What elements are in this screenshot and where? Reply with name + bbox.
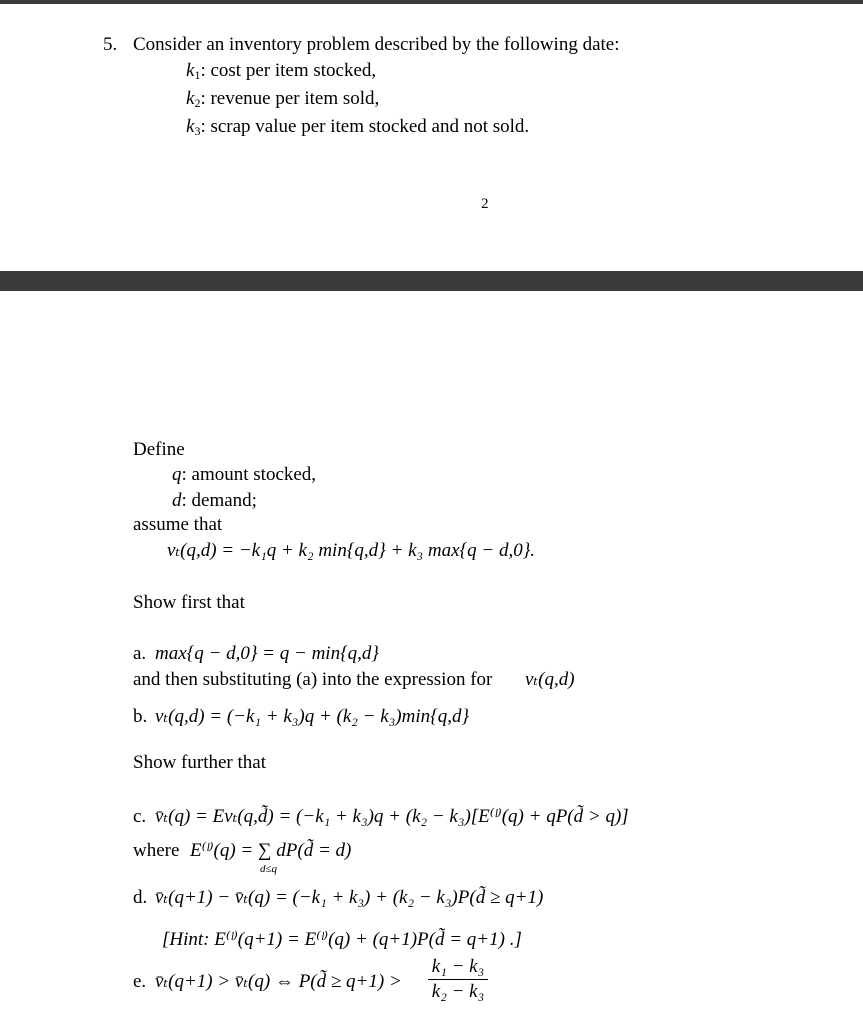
e-numerator: k₁ − k₃ <box>431 956 485 977</box>
show-first-label: Show first that <box>133 592 245 613</box>
d-label: d. <box>133 887 148 908</box>
q-definition: q: amount stocked, <box>172 464 317 485</box>
problem-intro: Consider an inventory problem described by the following date: <box>133 34 620 55</box>
where-formula: E⁽ˡ⁾(q) = ∑ dP(d̃ = d) <box>190 840 352 861</box>
substituting-text: and then substituting (a) into the expression for <box>133 669 493 690</box>
e-fraction <box>428 956 488 1003</box>
top-page-border <box>0 0 863 4</box>
show-further-label: Show further that <box>133 752 266 773</box>
hint-text: [Hint: E⁽ˡ⁾(q+1) = E⁽ˡ⁾(q) + (q+1)P(d̃ = q+1) .] <box>162 929 522 950</box>
d-definition: d: demand; <box>172 490 257 511</box>
page-number: 2 <box>481 196 489 212</box>
problem-number: 5. <box>103 34 118 55</box>
b-label: b. <box>133 706 148 727</box>
def-k3: $k_3$: scrap value per item stocked and not sold. <box>186 116 530 138</box>
define-label: Define <box>133 439 185 460</box>
sum-index: d≤q <box>260 863 278 875</box>
e-denominator: k₂ − k₃ <box>431 981 485 1002</box>
substituting-formula: vₜ(q,d) <box>525 669 575 690</box>
c-label: c. <box>133 806 147 827</box>
fraction-bar <box>428 979 488 980</box>
d-formula: v̄ₜ(q+1) − v̄ₜ(q) = (−k₁ + k₃) + (k₂ − k₃)P(d̃ ≥ q+1) <box>155 887 544 908</box>
where-label: where <box>133 840 180 861</box>
e-label: e. <box>133 971 147 992</box>
assume-label: assume that <box>133 514 223 535</box>
def-k1: $k_1$: cost per item stocked, <box>186 60 377 82</box>
b-formula: vₜ(q,d) = (−k₁ + k₃)q + (k₂ − k₃)min{q,d} <box>155 706 470 727</box>
assume-formula: vₜ(q,d) = −k₁q + k₂ min{q,d} + k₃ max{q − d,0}. <box>167 540 536 561</box>
e-formula: v̄ₜ(q+1) > v̄ₜ(q) ⇔ P(d̃ ≥ q+1) > <box>155 971 402 992</box>
a-formula: max{q − d,0} = q − min{q,d} <box>155 643 380 664</box>
page-separator <box>0 271 863 291</box>
a-label: a. <box>133 643 147 664</box>
def-k2: $k_2$: revenue per item sold, <box>186 88 380 110</box>
c-formula: v̄ₜ(q) = Evₜ(q,d̃) = (−k₁ + k₃)q + (k₂ − k₃)[E⁽ˡ⁾(q) + qP(d̃ > q)] <box>155 806 629 827</box>
